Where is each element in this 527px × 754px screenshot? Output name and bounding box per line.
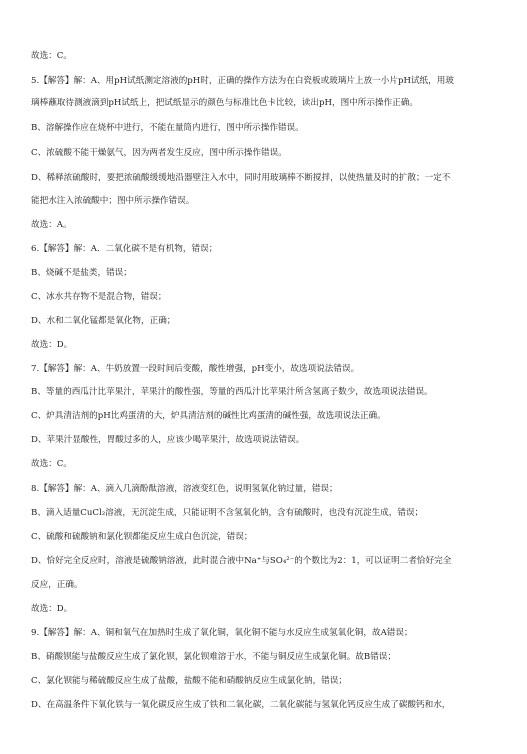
question-9-heading: 9.【解答】解：A、铜和氧气在加热时生成了氧化铜，氧化铜不能与水反应生成氢氧化铜，故A错误； bbox=[31, 628, 413, 638]
text-line: 能把水注入浓硫酸中；图中所示操作错误。 bbox=[31, 196, 195, 206]
text-line: 故选：C。 bbox=[31, 459, 72, 469]
text-line: B、等量的西瓜汁比苹果汁，苹果汁的酸性强，等量的西瓜汁比苹果汁所含氢离子数少，故选项说法错误。 bbox=[31, 387, 433, 397]
text-line: D、在高温条件下氧化铁与一氧化碳反应生成了铁和二氧化碳，二氧化碳能与氢氧化钙反应生成了碳酸钙和水， bbox=[31, 700, 451, 710]
text-line: 故选：A。 bbox=[31, 220, 72, 230]
text-line: 故选：D。 bbox=[31, 604, 73, 614]
text-line: C、冰水共存物不是混合物，错误； bbox=[31, 292, 167, 302]
text-line: C、硫酸和硫酸钠和氯化钡都能反应生成白色沉淀，错误； bbox=[31, 532, 253, 542]
question-7-heading: 7.【解答】解：A、牛奶放置一段时间后变酸，酸性增强，pH变小，故选项说法错误。 bbox=[31, 364, 360, 374]
text-line: C、氯化钡能与稀硫酸反应生成了盐酸，盐酸不能和硝酸钠反应生成氯化钠，错误； bbox=[31, 676, 347, 686]
text-line: D、恰好完全反应时，溶液是硫酸钠溶液，此时混合液中Na⁺与SO₄²⁻的个数比为2：1，可以证明二者恰好完全 bbox=[31, 556, 452, 566]
text-line: 璃棒蘸取待测液滴到pH试纸上，把试纸显示的颜色与标准比色卡比较，读出pH，图中所示操作正确。 bbox=[31, 98, 418, 108]
text-line: C、浓硫酸不能干燥氨气，因为两者发生反应，图中所示操作错误。 bbox=[31, 148, 287, 158]
text-line: D、水和二氧化锰都是氧化物，正确； bbox=[31, 316, 176, 326]
text-line: 故选：D。 bbox=[31, 340, 73, 350]
text-line: B、滴入适量CuCl₂溶液，无沉淀生成，只能证明不含氢氧化钠，含有硫酸时，也没有沉淀生成，错误； bbox=[31, 508, 424, 518]
text-line: C、炉具清洁剂的pH比鸡蛋清的大，炉具清洁剂的碱性比鸡蛋清的碱性强，故选项说法正确。 bbox=[31, 411, 386, 421]
text-line: D、稀释浓硫酸时，要把浓硫酸缓缓地沿器壁注入水中，同时用玻璃棒不断搅拌，以使热量及时的扩散；一定不 bbox=[31, 173, 451, 183]
question-5-heading: 5.【解答】解：A、用pH试纸测定溶液的pH时，正确的操作方法为在白瓷板或玻璃片上放一小片pH试纸，用玻 bbox=[31, 76, 454, 86]
text-line: D、苹果汁显酸性，胃酸过多的人，应该少喝苹果汁，故选项说法错误。 bbox=[31, 435, 305, 445]
text-line: B、烧碱不是盐类，错误； bbox=[31, 268, 132, 278]
question-6-heading: 6.【解答】解：A．二氧化碳不是有机物，错误； bbox=[31, 244, 218, 254]
question-8-heading: 8.【解答】解：A、滴入几滴酚酞溶液，溶液变红色，说明氢氧化钠过量，错误； bbox=[31, 484, 338, 494]
text-line: 故选：C。 bbox=[31, 51, 72, 61]
text-line: B、溶解操作应在烧杯中进行，不能在量筒内进行，图中所示操作错误。 bbox=[31, 123, 304, 133]
text-line: 反应，正确。 bbox=[31, 580, 83, 590]
text-line: B、硝酸钡能与盐酸反应生成了氯化钡，氯化钡难溶于水，不能与铜反应生成氯化铜。故B错误； bbox=[31, 652, 396, 662]
